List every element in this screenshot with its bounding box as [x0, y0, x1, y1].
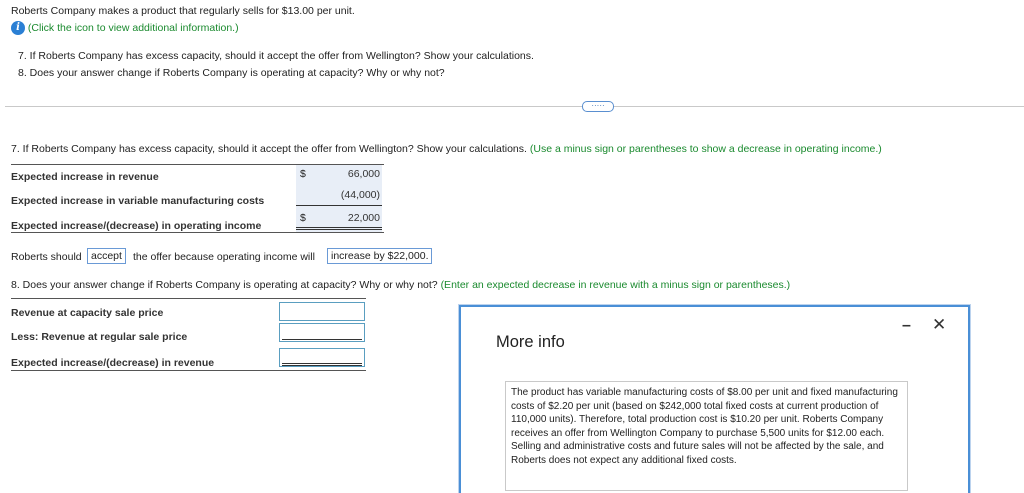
- table8-top-rule: [11, 298, 366, 299]
- subtotal-rule: [296, 205, 382, 206]
- capacity-revenue-input[interactable]: [279, 302, 365, 321]
- section-divider: [5, 106, 1024, 107]
- dialog-info-text: The product has variable manufacturing costs of $8.00 per unit and fixed manufacturing costs of $2.20 per unit (based on $242,000 total fixed costs at current production of 110,000 units). Therefore, total production cost is $10.20 per unit. Roberts Company receives an offer from Wellington Company to purchase 5,500 units for $12.00 each. Selling and administrative costs and future sales will not be affected by the sale, and Roberts does not expect any additional fixed costs.: [505, 381, 908, 491]
- dialog-title: More info: [496, 333, 565, 351]
- info-row: [11, 21, 239, 35]
- part7-question-text: 7. If Roberts Company has excess capacity, should it accept the offer from Wellington? Show your calculations.: [11, 143, 527, 155]
- row-revenue-change-label: Expected increase/(decrease) in revenue: [11, 357, 215, 369]
- part8-question: [11, 279, 790, 291]
- close-icon[interactable]: ✕: [932, 315, 947, 334]
- part8-double-rule-2: [282, 365, 362, 366]
- part8-hint: (Enter an expected decrease in revenue with a minus sign or parentheses.): [440, 279, 791, 291]
- part7-conclusion-middle: the offer because operating income will: [133, 251, 315, 263]
- row-variable-costs-value[interactable]: (44,000): [340, 189, 380, 201]
- row-capacity-revenue-label: Revenue at capacity sale price: [11, 307, 164, 319]
- part8-double-rule-1: [282, 363, 362, 364]
- part8-question-text: 8. Does your answer change if Roberts Company is operating at capacity? Why or why not?: [11, 279, 438, 291]
- part7-question: [11, 143, 882, 155]
- row-operating-income-label: Expected increase/(decrease) in operating income: [11, 220, 262, 232]
- table7-bottom-rule: [11, 232, 384, 233]
- intro-text: Roberts Company makes a product that regularly sells for $13.00 per unit.: [11, 5, 355, 17]
- question-7-summary: 7. If Roberts Company has excess capacity, should it accept the offer from Wellington? Show your calculations.: [18, 50, 534, 62]
- row-expected-revenue-value[interactable]: 66,000: [347, 168, 380, 180]
- part8-subtotal-rule: [282, 339, 362, 340]
- part7-conclusion-prefix: Roberts should: [11, 251, 82, 263]
- minimize-icon[interactable]: –: [902, 317, 911, 334]
- table8-bottom-rule: [11, 370, 366, 371]
- total-double-rule-2: [296, 229, 382, 230]
- info-link[interactable]: (Click the icon to view additional information.): [27, 22, 239, 34]
- row-expected-revenue-currency: $: [300, 168, 306, 180]
- part7-hint: (Use a minus sign or parentheses to show a decrease in operating income.): [529, 143, 882, 155]
- expand-button[interactable]: ·····: [582, 101, 614, 112]
- more-info-dialog: [459, 305, 970, 493]
- row-variable-costs-label: Expected increase in variable manufacturing costs: [11, 195, 265, 207]
- row-expected-revenue-label: Expected increase in revenue: [11, 171, 159, 183]
- income-change-dropdown[interactable]: increase by $22,000.: [327, 248, 432, 264]
- row-operating-income-currency: $: [300, 212, 306, 224]
- info-icon[interactable]: i: [11, 21, 25, 35]
- accept-reject-dropdown[interactable]: accept: [87, 248, 126, 264]
- question-8-summary: 8. Does your answer change if Roberts Company is operating at capacity? Why or why not?: [18, 67, 445, 79]
- row-operating-income-value[interactable]: 22,000: [347, 212, 380, 224]
- total-double-rule-1: [296, 227, 382, 228]
- row-regular-revenue-label: Less: Revenue at regular sale price: [11, 331, 188, 343]
